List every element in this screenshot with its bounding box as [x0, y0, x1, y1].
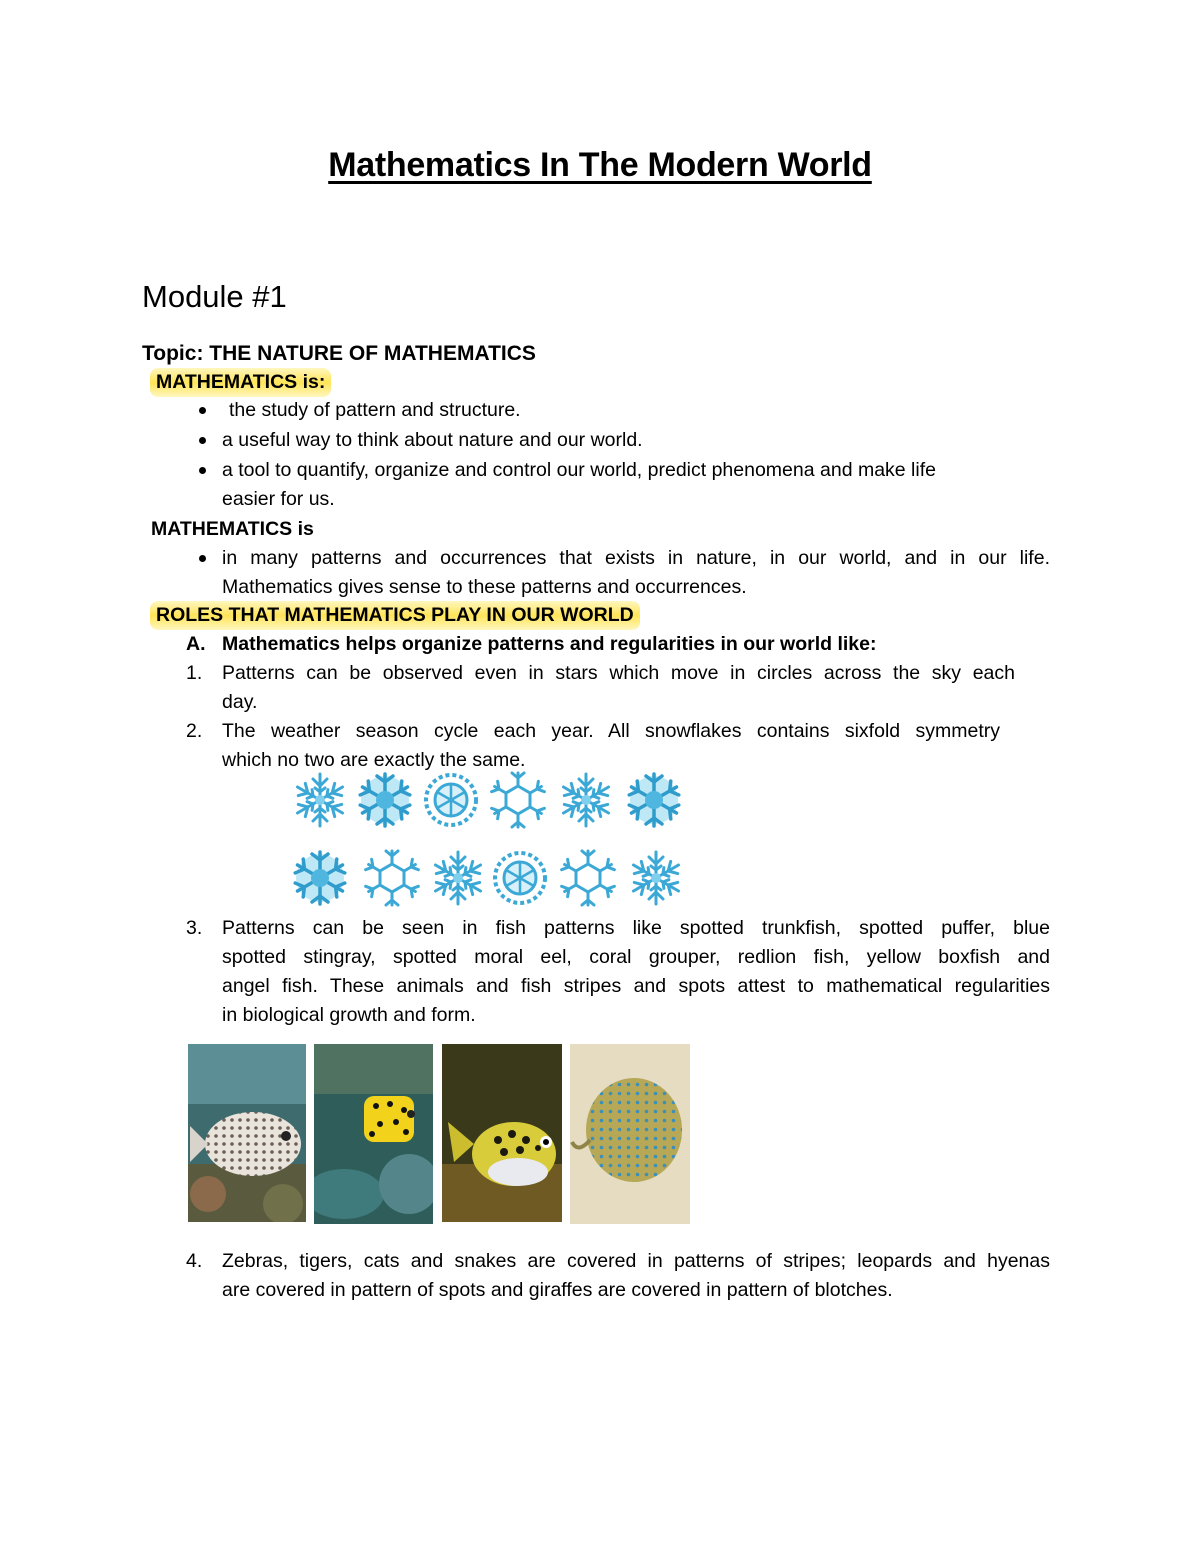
heading-mathematics-is: MATHEMATICS is — [151, 518, 314, 540]
subheading: Mathematics helps organize patterns and regularities in our world like: — [222, 633, 877, 655]
module-heading: Module #1 — [142, 279, 287, 314]
list-item-text: The weather season cycle each year. All snowflakes contains sixfold symmetry — [222, 720, 1000, 742]
list-item-text-continuation: day. — [222, 691, 258, 713]
highlighted-heading-mathematics-is: MATHEMATICS is: — [150, 368, 331, 397]
bullet-text: a useful way to think about nature and our world. — [222, 429, 643, 451]
list-number: 1. — [186, 662, 203, 684]
bullet-icon — [199, 437, 206, 444]
snowflakes-image — [288, 770, 698, 910]
list-item-text-continuation: angel fish. These animals and fish stripes and spots attest to mathematical regularities — [222, 975, 1050, 997]
list-item-text-continuation: spotted stingray, spotted moral eel, coral grouper, redlion fish, yellow boxfish and — [222, 946, 1050, 968]
bullet-text: a tool to quantify, organize and control our world, predict phenomena and make life — [222, 459, 936, 481]
blue-spotted-stingray-photo — [570, 1044, 690, 1224]
bullet-text: the study of pattern and structure. — [229, 399, 521, 421]
list-number: 2. — [186, 720, 203, 742]
bullet-text-continuation: easier for us. — [222, 488, 335, 510]
subheading-letter: A. — [186, 633, 206, 655]
list-item-text-continuation: are covered in pattern of spots and giraffes are covered in pattern of blotches. — [222, 1279, 893, 1301]
list-item-text-continuation: in biological growth and form. — [222, 1004, 476, 1026]
topic-heading: Topic: THE NATURE OF MATHEMATICS — [142, 342, 536, 365]
list-number: 3. — [186, 917, 203, 939]
bullet-icon — [199, 555, 206, 562]
list-item-text-continuation: which no two are exactly the same. — [222, 749, 526, 771]
spotted-puffer-photo — [442, 1044, 562, 1222]
bullet-text: in many patterns and occurrences that exists in nature, in our world, and in our life. — [222, 547, 1050, 569]
document-title: Mathematics In The Modern World — [328, 146, 872, 184]
list-item-text: Zebras, tigers, cats and snakes are covered in patterns of stripes; leopards and hyenas — [222, 1250, 1050, 1272]
yellow-boxfish-photo — [314, 1044, 433, 1224]
bullet-icon — [199, 467, 206, 474]
list-number: 4. — [186, 1250, 203, 1272]
highlighted-heading-roles: ROLES THAT MATHEMATICS PLAY IN OUR WORLD — [150, 601, 640, 630]
list-item-text: Patterns can be seen in fish patterns like spotted trunkfish, spotted puffer, blue — [222, 917, 1050, 939]
spotted-trunkfish-photo — [188, 1044, 306, 1222]
list-item-text: Patterns can be observed even in stars which move in circles across the sky each — [222, 662, 1015, 684]
bullet-icon — [199, 407, 206, 414]
bullet-text-continuation: Mathematics gives sense to these patterns and occurrences. — [222, 576, 747, 598]
